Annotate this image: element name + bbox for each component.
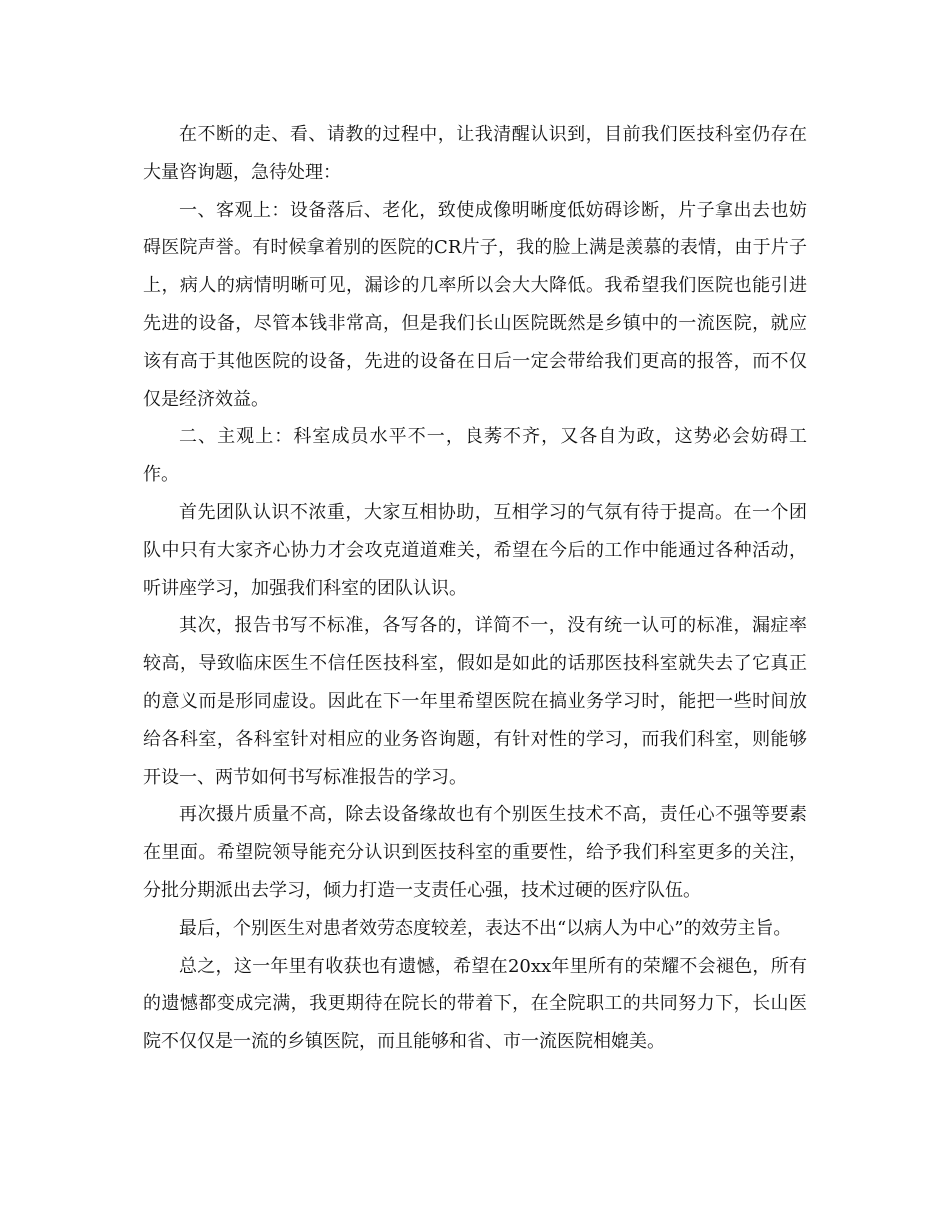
paragraph-summary: 总之，这一年里有收获也有遗憾，希望在20xx年里所有的荣耀不会褪色，所有的遗憾都变成完满，我更期待在院长的带着下，在全院职工的共同努力下，长山医院不仅仅是一流的乡镇医院，而且能够和省、市一流医院相媲美。 [143, 955, 807, 1053]
paragraph-last: 最后，个别医生对患者效劳态度较差，表达不出“以病人为中心”的效劳主旨。 [179, 917, 792, 939]
paragraph-third: 再次摄片质量不高，除去设备缘故也有个别医生技术不高，责任心不强等要素在里面。希望院领导能充分认识到医技科室的重要性，给予我们科室更多的关注，分批分期派出去学习，倾力打造一支责任心强，技术过硬的医疗队伍。 [143, 804, 807, 901]
document-body [143, 116, 807, 1061]
paragraph-first: 首先团队认识不浓重，大家互相协助，互相学习的气氛有待于提高。在一个团队中只有大家齐心协力才会攻克道道难关，希望在今后的工作中能通过各种活动，听讲座学习，加强我们科室的团队认识。 [143, 501, 807, 599]
paragraph-intro: 在不断的走、看、请教的过程中，让我清醒认识到，目前我们医技科室仍存在大量咨询题，急待处理： [143, 124, 807, 183]
paragraph-second: 其次，报告书写不标准，各写各的，详简不一，没有统一认可的标准，漏症率较高，导致临床医生不信任医技科室，假如是如此的话那医技科室就失去了它真正的意义而是形同虚设。因此在下一年里希望医院在搞业务学习时，能把一些时间放给各科室，各科室针对相应的业务咨询题，有针对性的学习，而我们科室，则能够开设一、两节如何书写标准报告的学习。 [143, 615, 807, 788]
paragraph-subjective: 二、主观上：科室成员水平不一，良莠不齐，又各自为政，这势必会妨碍工作。 [143, 426, 807, 486]
paragraph-objective: 一、客观上：设备落后、老化，致使成像明晰度低妨碍诊断，片子拿出去也妨碍医院声誉。有时候拿着别的医院的CR片子，我的脸上满是羡慕的表情，由于片子上，病人的病情明晰可见，漏诊的几率所以会大大降低。我希望我们医院也能引进先进的设备，尽管本钱非常高，但是我们长山医院既然是乡镇中的一流医院，就应该有高于其他医院的设备，先进的设备在日后一定会带给我们更高的报答，而不仅仅是经济效益。 [143, 199, 807, 410]
